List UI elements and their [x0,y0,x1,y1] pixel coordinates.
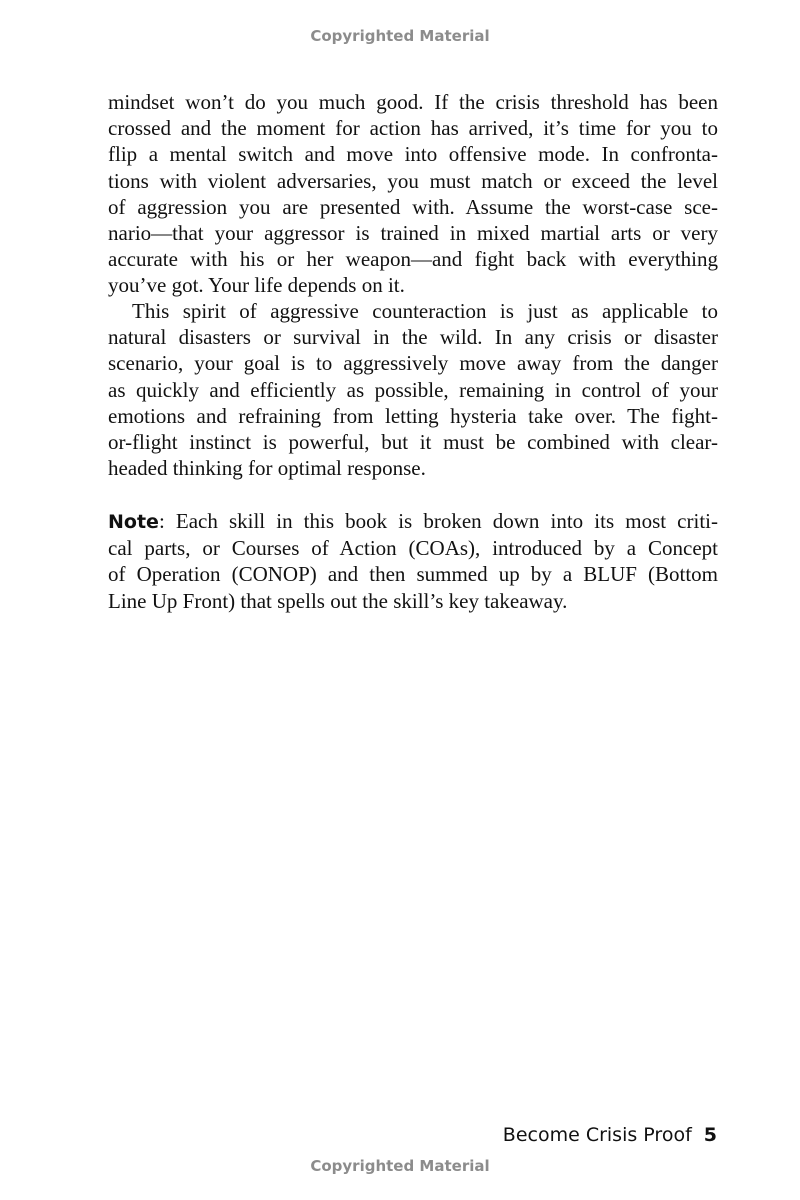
text-line: mindset won’t do you much good. If the crisis threshold has been [108,90,718,114]
paragraph-2 [108,298,718,481]
text-line: scenario, your goal is to aggressively move away from the danger [108,351,718,376]
text-line: This spirit of aggressive counteraction is just as applicable to [132,299,718,323]
text-line: or-flight instinct is powerful, but it must be combined with clear- [108,430,718,455]
text-line: of aggression you are presented with. Assume the worst-case sce- [108,194,718,219]
text-line: nario—that your aggressor is trained in mixed martial arts or very [108,221,718,246]
text-line: flip a mental switch and move into offensive mode. In confronta- [108,142,718,167]
note-text: : Each skill in this book is broken down into its most criti- [158,509,718,533]
text-line: natural disasters or survival in the wild. In any crisis or disaster [108,325,718,350]
note-label: Note [108,511,159,533]
text-line: crossed and the moment for action has arrived, it’s time for you to [108,116,718,141]
text-line: accurate with his or her weapon—and fight back with everything [108,247,718,272]
text-line: tions with violent adversaries, you must match or exceed the level [108,168,718,193]
page-footer [503,1124,717,1146]
text-line: headed thinking for optimal response. [108,456,426,481]
note-first-line [108,508,718,535]
page-number: 5 [703,1124,717,1146]
paragraph-1 [108,89,718,299]
text-line: Line Up Front) that spells out the skill’s key takeaway. [108,588,568,613]
text-line: as quickly and efficiently as possible, remaining in control of your [108,377,718,402]
running-head: Become Crisis Proof [502,1124,692,1146]
text-line: emotions and refraining from letting hysteria take over. The fight- [108,403,718,428]
copyright-watermark-top: Copyrighted Material [310,27,490,45]
text-line: of Operation (CONOP) and then summed up by a BLUF (Bottom [108,562,718,587]
text-line: you’ve got. Your life depends on it. [108,273,405,298]
copyright-watermark-bottom: Copyrighted Material [310,1157,490,1175]
text-line: cal parts, or Courses of Action (COAs), introduced by a Concept [108,536,718,561]
note-paragraph [108,508,718,614]
